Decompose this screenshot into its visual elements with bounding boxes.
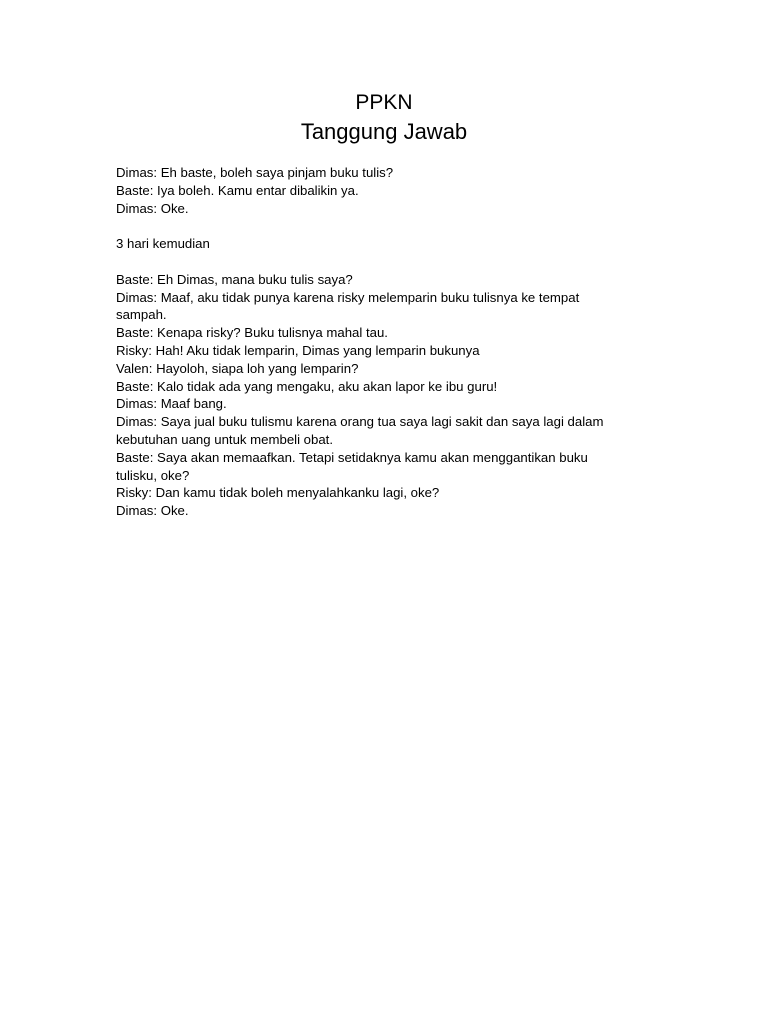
- dialogue-line: Baste: Iya boleh. Kamu entar dibalikin ya.: [116, 182, 359, 198]
- dialogue-line: Baste: Saya akan memaafkan. Tetapi setidaknya kamu akan menggantikan buku: [116, 449, 588, 465]
- dialogue-line: Risky: Hah! Aku tidak lemparin, Dimas yang lemparin bukunya: [116, 342, 480, 358]
- dialogue-line: Dimas: Maaf, aku tidak punya karena risky melemparin buku tulisnya ke tempat: [116, 289, 580, 305]
- dialogue-line: Dimas: Maaf bang.: [116, 396, 227, 412]
- dialogue-line: sampah.: [116, 307, 167, 323]
- dialogue-line: Risky: Dan kamu tidak boleh menyalahkanku lagi, oke?: [116, 485, 440, 501]
- dialogue-line: Dimas: Oke.: [116, 503, 189, 519]
- blank-line: [116, 217, 646, 235]
- dialogue-line: kebutuhan uang untuk membeli obat.: [116, 431, 334, 447]
- dialogue-line: Valen: Hayoloh, siapa loh yang lemparin?: [116, 360, 359, 376]
- dialogue-line: Baste: Kalo tidak ada yang mengaku, aku akan lapor ke ibu guru!: [116, 378, 498, 394]
- document-subtitle: Tanggung Jawab: [300, 119, 468, 144]
- dialogue-line: Dimas: Saya jual buku tulismu karena orang tua saya lagi sakit dan saya lagi dalam: [116, 414, 604, 430]
- dialogue-line: Baste: Eh Dimas, mana buku tulis saya?: [116, 271, 353, 287]
- dialogue-body: [116, 164, 646, 520]
- dialogue-line: Dimas: Eh baste, boleh saya pinjam buku tulis?: [116, 165, 394, 180]
- scene-transition: 3 hari kemudian: [116, 236, 210, 252]
- dialogue-line: Baste: Kenapa risky? Buku tulisnya mahal tau.: [116, 325, 388, 341]
- document-title: PPKN: [355, 91, 413, 114]
- dialogue-line: tulisku, oke?: [116, 467, 190, 483]
- blank-line: [116, 253, 646, 271]
- dialogue-line: Dimas: Oke.: [116, 200, 189, 216]
